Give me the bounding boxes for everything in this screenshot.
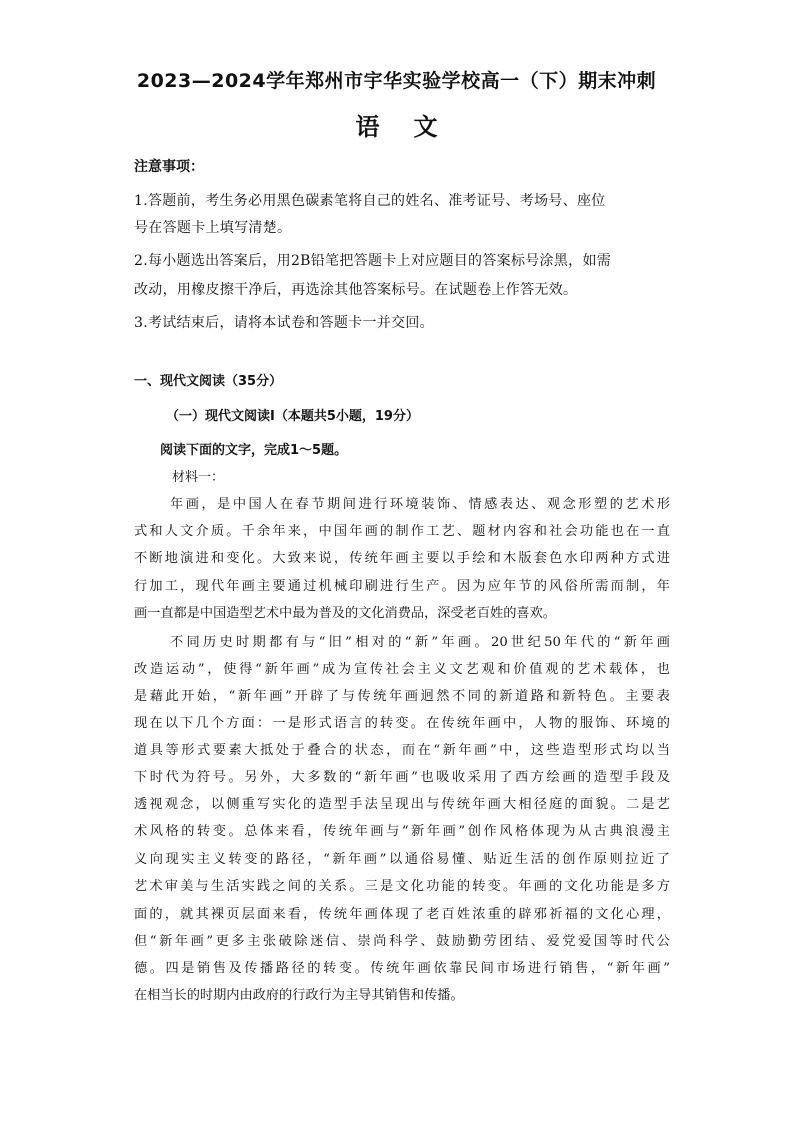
passage-line: 道具等形式要素大抵处于叠合的状态，而在“新年画”中，这些造型形式均以当: [134, 743, 670, 758]
passage-line: 不断地演进和变化。大致来说，传统年画主要以手绘和木版套色水印两种方式进: [134, 551, 670, 566]
passage-line: 但“新年画”更多主张破除迷信、崇尚科学、鼓励勤劳团结、爱党爱国等时代公: [134, 934, 670, 949]
passage-line: 面的，就其裸页层面来看，传统年画体现了老百姓浓重的辟邪祈福的文化心理，: [134, 907, 670, 922]
passage-line: 年画，是中国人在春节期间进行环境装饰、情感表达、观念形塑的艺术形: [170, 497, 670, 512]
section-heading: 一、现代文阅读（35分）: [134, 374, 283, 389]
reading-instruction: 阅读下面的文字，完成1～5题。: [160, 443, 348, 458]
passage-line: 艺术审美与生活实践之间的关系。三是文化功能的转变。年画的文化功能是多方: [134, 879, 670, 894]
note-line: 改动，用橡皮擦干净后，再选涂其他答案标号。在试题卷上作答无效。: [134, 282, 578, 298]
passage-line: 是藉此开始，“新年画”开辟了与传统年画迥然不同的新道路和新特色。主要表: [134, 689, 670, 704]
passage-line: 义向现实主义转变的路径，“新年画”以通俗易懂、贴近生活的创作原则拉近了: [134, 852, 670, 867]
notes-heading: 注意事项：: [134, 159, 204, 175]
passage-line: 行加工，现代年画主要通过机械印刷进行生产。因为应年节的风俗所需而制，年: [134, 579, 670, 594]
passage-line: 式和人文介质。千余年来，中国年画的制作工艺、题材内容和社会功能也在一直: [134, 524, 670, 539]
passage-line: 不同历史时期都有与“旧”相对的“新”年画。20世纪50年代的“新年画: [170, 635, 670, 650]
passage-line: 现在以下几个方面：一是形式语言的转变。在传统年画中，人物的服饰、环境的: [134, 716, 670, 731]
material-label: 材料一：: [172, 470, 225, 485]
note-line: 号在答题卡上填写清楚。: [134, 220, 292, 236]
note-line: 3.考试结束后，请将本试卷和答题卡一并交回。: [134, 315, 434, 331]
sub-section-heading: （一）现代文阅读Ⅰ（本题共5小题，19分）: [166, 409, 419, 424]
passage-line: 德。四是销售及传播路径的转变。传统年画依靠民间市场进行销售，“新年画”: [134, 961, 670, 976]
passage-line: 透视观念，以侧重写实化的造型手法呈现出与传统年画大相径庭的面貌。二是艺: [134, 797, 670, 812]
subject-char-1: 语: [355, 113, 380, 141]
note-line: 2.每小题选出答案后，用2B铅笔把答题卡上对应题目的答案标号涂黑，如需: [134, 253, 612, 269]
passage-line: 画一直都是中国造型艺术中最为普及的文化消费品，深受老百姓的喜欢。: [134, 606, 556, 621]
passage-line: 在相当长的时期内由政府的行政行为主导其销售和传播。: [134, 988, 464, 1003]
passage-line: 改造运动”，使得“新年画”成为宣传社会主义文艺观和价值观的艺术载体，也: [134, 662, 670, 677]
subject-char-2: 文: [413, 113, 438, 141]
note-line: 1.答题前，考生务必用黑色碳素笔将自己的姓名、准考证号、考场号、座位: [134, 193, 606, 209]
passage-line: 下时代为符号。另外，大多数的“新年画”也吸收采用了西方绘画的造型手段及: [134, 770, 670, 785]
passage-line: 术风格的转变。总体来看，传统年画与“新年画”创作风格体现为从古典浪漫主: [134, 824, 670, 839]
exam-title: 2023—2024学年郑州市宇华实验学校高一（下）期末冲刺: [136, 70, 657, 92]
subject-title: [0, 107, 793, 142]
